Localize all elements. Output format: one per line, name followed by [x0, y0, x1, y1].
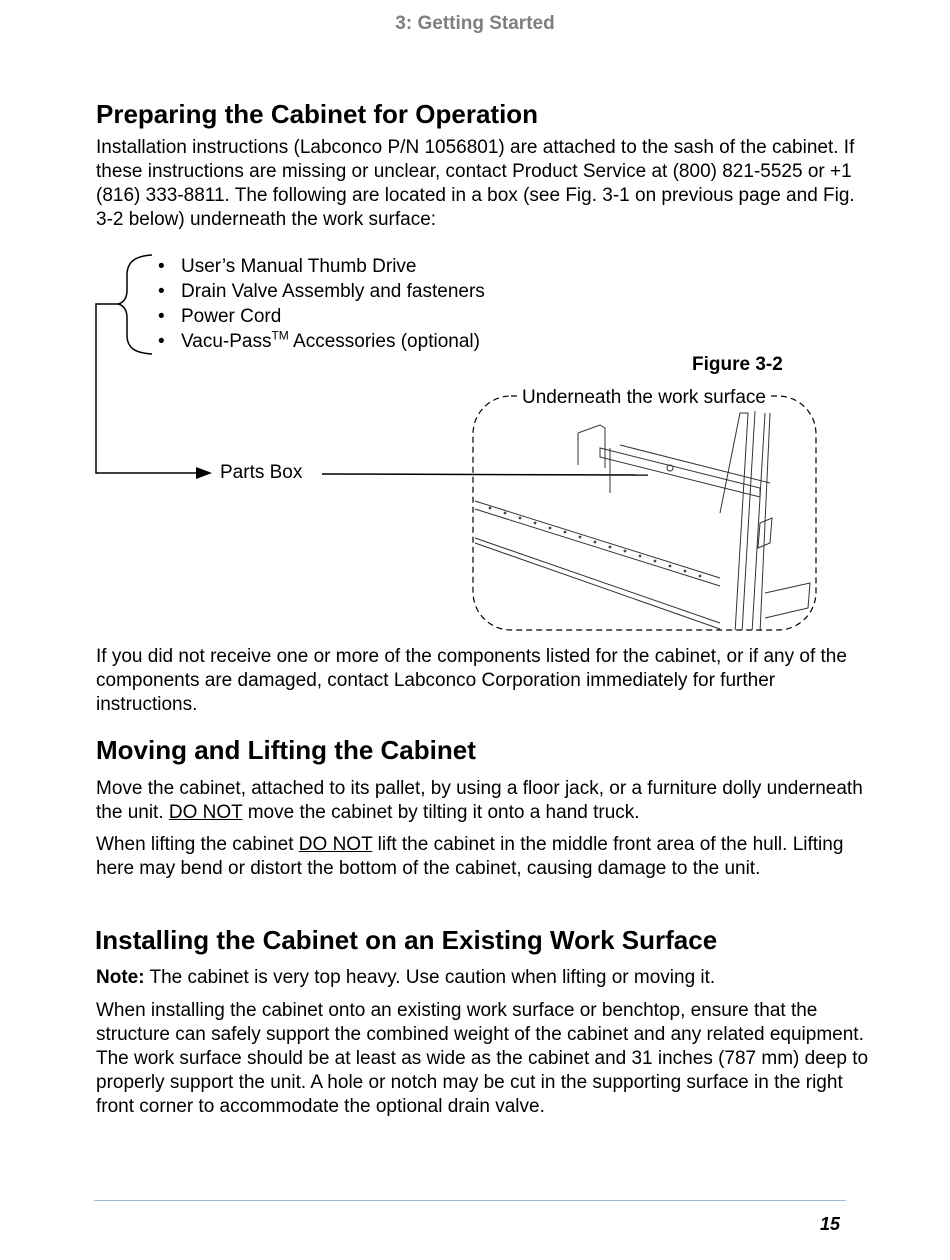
figure-caption: Underneath the work surface — [518, 387, 770, 409]
item-text: Vacu-Pass — [181, 331, 272, 352]
text-run: The cabinet is very top heavy. Use caution when lifting or moving it. — [144, 967, 716, 988]
text-run: lift the cabinet in the middle front area of the hull. Lifting here may bend or distort the bottom of the cabinet, causing damage to the unit. — [96, 834, 844, 879]
page-number: 15 — [820, 1214, 841, 1234]
list-item: • User’s Manual Thumb Drive — [158, 254, 485, 279]
list-item: • Drain Valve Assembly and fasteners — [158, 279, 485, 304]
list-item: • Power Cord — [158, 304, 485, 329]
text-run: Move the cabinet, attached to its pallet, by using a floor jack, or a furniture dolly underneath the unit. — [96, 778, 863, 823]
heading-installing: Installing the Cabinet on an Existing Work Surface — [95, 925, 718, 955]
paragraph-missing-components: If you did not receive one or more of the components listed for the cabinet, or if any of the components are damaged, contact Labconco Corporation immediately for further instructions. — [96, 646, 847, 715]
cabinet-underside-illustration — [470, 393, 820, 633]
item-text: Accessories (optional) — [288, 331, 480, 352]
footer-divider — [94, 1200, 846, 1201]
text-run: When lifting the cabinet — [96, 834, 299, 855]
heading-moving: Moving and Lifting the Cabinet — [96, 735, 476, 765]
heading-preparing: Preparing the Cabinet for Operation — [96, 99, 539, 129]
trademark-superscript: TM — [271, 328, 289, 343]
paragraph-note — [96, 966, 871, 990]
paragraph-lifting — [96, 833, 871, 881]
parts-box-callout: Parts Box — [220, 462, 303, 483]
paragraph-intro: Installation instructions (Labconco P/N 1056801) are attached to the sash of the cabinet. If these instructions are missing or unclear, contact Product Service at (800) 821-5525 or +1 (816) 333-8811. The following are located in a box (see Fig. 3-1 on previous page and Fig. 3-2 below) underneath the work surface: — [96, 137, 855, 230]
parts-list — [158, 254, 485, 354]
figure-label: Figure 3-2 — [692, 354, 783, 375]
note-label: Note: — [96, 967, 145, 988]
emphasis-do-not: DO NOT — [298, 834, 373, 855]
emphasis-do-not: DO NOT — [168, 802, 243, 823]
text-run: move the cabinet by tilting it onto a hand truck. — [242, 802, 640, 823]
list-item — [158, 329, 485, 354]
running-header: 3: Getting Started — [395, 13, 555, 34]
paragraph-moving — [96, 777, 871, 825]
paragraph-installing: When installing the cabinet onto an existing work surface or benchtop, ensure that the structure can safely support the combined weight of the cabinet and any related equipment. The work surface should be at least as wide as the cabinet and 31 inches (787 mm) deep to properly support the unit. A hole or notch may be cut in the supporting surface in the right front corner to accommodate the optional drain valve. — [96, 1000, 869, 1117]
